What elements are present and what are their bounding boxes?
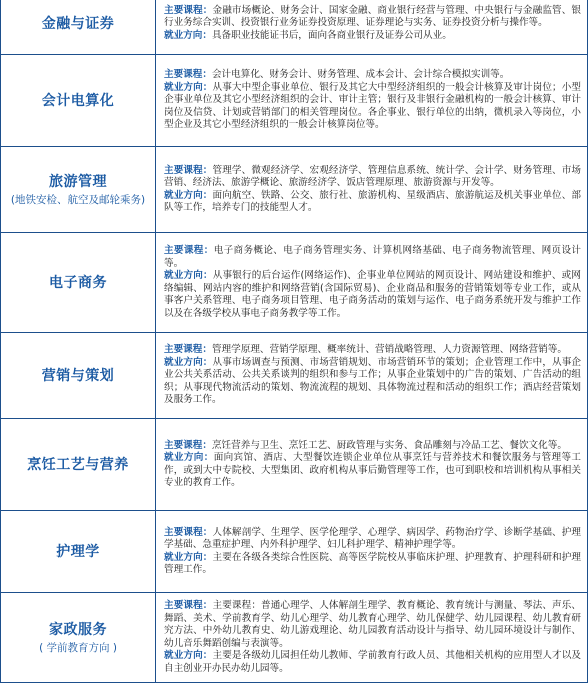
careers-block: [164, 190, 581, 215]
major-name: 烹饪工艺与营养: [27, 456, 129, 473]
courses-block: [164, 344, 581, 357]
major-name: 护理学: [56, 543, 100, 560]
major-description: [164, 440, 581, 490]
careers-text: 从事市场调查与预测、市场营销规划、市场营销环节的策划；企业管理工作中，从事企业公共关系活动、公共关系谈判的组织和参与工作；从事企业策划中的广告的策划、广告活动的组织；从事现代物流活动的策划、物流流程的规划、具体物流过程和活动的组织工作；酒店经营策划及服务工作。: [164, 356, 582, 406]
courses-block: [164, 245, 581, 270]
careers-label: 就业方向：: [164, 29, 212, 41]
careers-block: [164, 357, 581, 407]
major-name: 电子商务: [49, 274, 107, 291]
careers-block: [164, 452, 581, 490]
major-description-cell: [156, 511, 588, 593]
major-name: 会计电算化: [41, 92, 115, 109]
major-row: [1, 233, 588, 333]
major-name: 金融与证券: [41, 15, 115, 32]
courses-block: [164, 440, 581, 453]
careers-block: [164, 552, 581, 577]
courses-block: [164, 5, 581, 30]
major-description: [164, 5, 581, 43]
courses-label: 主要课程：: [164, 600, 213, 611]
major-description: [164, 165, 581, 215]
major-name-cell: [1, 0, 156, 55]
courses-text: 金融市场概论、财务会计、国家金融、商业银行经营与管理、中央银行与金融监管、银行业务综合实训、投资银行业务证券投资原理、证券理论与实务、证券投资分析与操作等。: [164, 4, 582, 29]
major-row: [1, 0, 588, 55]
major-name-cell: [1, 333, 156, 419]
major-description-cell: [156, 593, 588, 683]
careers-text: 具备职业技能证书后，面向各商业银行及证券公司从业。: [211, 29, 452, 41]
courses-label: 主要课程：: [164, 439, 212, 451]
careers-text: 从事银行的后台运作(网络运作)、企事业单位网站的网页设计、网站建设和维护、或网络编辑、网站内容的维护和网络营销(含国际贸易)、企业商品和服务的营销策划等专业工作，或从事客户关系管理、电子商务项目管理、电子商务活动的策划与运作、电子商务系统开发与维护工作以及在各级学校从事电子商务教学等工作。: [164, 270, 581, 319]
courses-text: 电子商务概论、电子商务管理实务、计算机网络基础、电子商务物流管理、网页设计等。: [164, 245, 582, 269]
careers-text: 从事大中型企事业单位、银行及其它大中型经济组织的一般会计核算及审计岗位；小型企事业单位及其它小型经济组织的会计、审计主管；银行及非银行金融机构的一般会计核算、审计岗位及信贷、计划或营销部门的相关管理岗位。各企事业、银行单位的出纳，微机录入等岗位，小型企业及其它小型经济组织的一般会计核算岗位等。: [164, 81, 582, 131]
careers-text: 面向宾馆、酒店、大型餐饮连锁企业单位从事烹饪与营养技术和餐饮服务与管理等工作，或到大中专院校、大型集团、政府机构从事后勤管理等工作，也可到职校和培训机构从事相关专业的教育工作。: [164, 452, 582, 488]
courses-label: 主要课程：: [164, 344, 212, 356]
major-subtitle: (地铁安检、航空及邮轮乘务): [10, 193, 146, 206]
major-name-cell: [1, 233, 156, 333]
major-name-cell: [1, 593, 156, 683]
courses-block: [164, 600, 581, 650]
careers-block: [164, 30, 581, 43]
major-description: [164, 600, 581, 675]
courses-block: [164, 69, 581, 82]
courses-label: 主要课程：: [164, 69, 212, 81]
courses-block: [164, 165, 581, 190]
careers-block: [164, 270, 581, 320]
major-name: 营销与策划: [41, 367, 115, 384]
careers-label: 就业方向：: [164, 650, 213, 661]
major-description: [164, 69, 581, 132]
courses-text: 主要课程：普通心理学、人体解剖生理学、教育概论、教育统计与测量、琴法、声乐、舞蹈、美术、学前教育学、幼儿心理学、幼儿教育心理学、幼儿保健学、幼儿园课程、幼儿教育研究方法、中外幼儿教育史、幼儿游戏理论、幼儿园教育活动设计与指导、幼儿园环境设计与制作、幼儿音乐舞蹈创编与表演等。: [164, 600, 582, 649]
major-description-cell: [156, 419, 588, 511]
courses-label: 主要课程：: [164, 164, 213, 176]
courses-block: [164, 527, 581, 552]
major-description-cell: [156, 147, 588, 233]
careers-label: 就业方向：: [164, 81, 213, 93]
major-name-cell: [1, 55, 156, 147]
courses-label: 主要课程：: [164, 245, 214, 256]
major-description: [164, 245, 581, 320]
major-description-cell: [156, 0, 588, 55]
careers-text: 主要是各级幼儿园担任幼儿教师、学前教育行政人员、其他相关机构的应用型人才以及自主创业开办民办幼儿园等。: [164, 650, 582, 674]
careers-label: 就业方向：: [164, 189, 213, 201]
courses-text: 人体解剖学、生理学、医学伦理学、心理学、病因学、药物治疗学、诊断学基础、护理学基础、急重症护理、内外科护理学、妇儿科护理学、精神护理学等。: [164, 526, 582, 550]
careers-block: [164, 650, 581, 675]
major-row: [1, 333, 588, 419]
major-description-cell: [156, 55, 588, 147]
courses-label: 主要课程：: [164, 526, 213, 538]
majors-table-body: [1, 0, 588, 683]
major-description: [164, 527, 581, 577]
courses-text: 管理学原理、营销学原理、概率统计、营销战略管理、人力资源管理、网络营销等。: [211, 344, 567, 356]
major-row: [1, 147, 588, 233]
careers-block: [164, 82, 581, 132]
major-subtitle: ( 学前教育方向 ): [39, 641, 117, 654]
major-row: [1, 593, 588, 683]
major-description: [164, 344, 581, 407]
major-row: [1, 511, 588, 593]
courses-text: 烹饪营养与卫生、烹饪工艺、厨政管理与实务、食品雕刻与冷品工艺、餐饮文化等。: [211, 439, 567, 451]
major-name: 旅游管理: [49, 173, 107, 190]
careers-text: 面向航空、铁路、公交、旅行社、旅游机构、星级酒店、旅游航运及机关事业单位、部队等工作，培养专门的技能型人才。: [164, 189, 582, 213]
careers-label: 就业方向：: [164, 551, 213, 563]
major-name-cell: [1, 511, 156, 593]
careers-label: 就业方向：: [164, 356, 213, 368]
careers-label: 就业方向：: [164, 452, 214, 463]
major-description-cell: [156, 233, 588, 333]
major-description-cell: [156, 333, 588, 419]
courses-text: 管理学、微观经济学、宏观经济学、管理信息系统、统计学、会计学、财务管理、市场营销、经济法、旅游学概论、旅游经济学、饭店管理原理、旅游资源与开发等。: [164, 164, 582, 188]
careers-label: 就业方向：: [164, 270, 213, 281]
courses-label: 主要课程：: [164, 4, 213, 16]
major-name-cell: [1, 147, 156, 233]
major-row: [1, 419, 588, 511]
careers-text: 主要在各级各类综合性医院、高等医学院校从事临床护理、护理教育、护理科研和护理管理工作。: [164, 551, 582, 575]
major-name-cell: [1, 419, 156, 511]
courses-text: 会计电算化、财务会计、财务管理、成本会计、会计综合模拟实训等。: [211, 69, 510, 81]
major-name: 家政服务: [49, 621, 107, 638]
major-row: [1, 55, 588, 147]
